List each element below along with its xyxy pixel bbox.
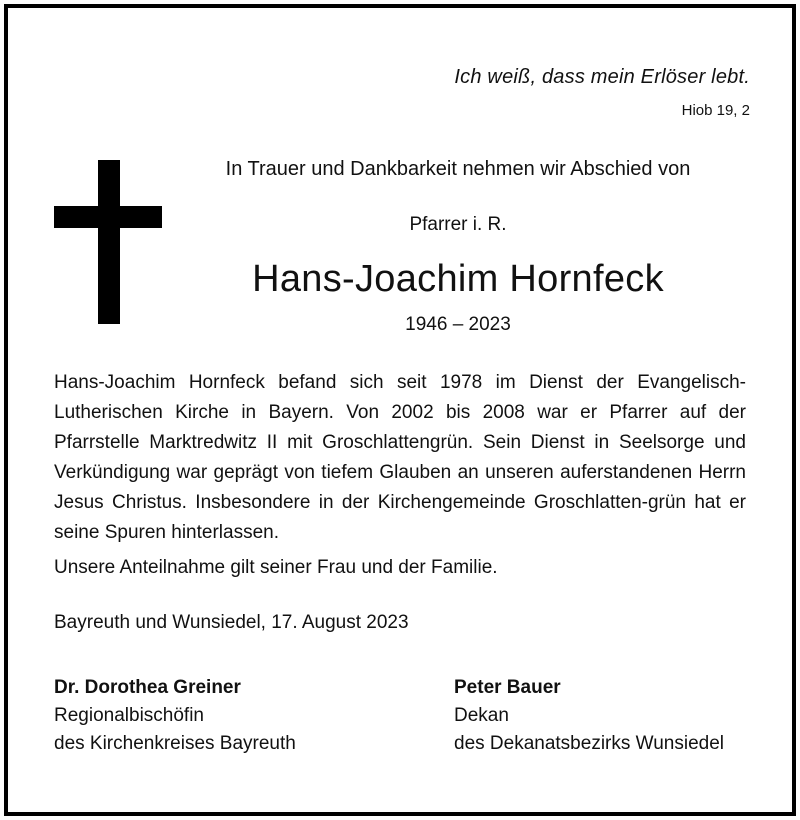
- signatory-left: [54, 674, 296, 758]
- signatory-office: des Dekanatsbezirks Wunsiedel: [454, 733, 725, 754]
- signatory-office: des Kirchenkreises Bayreuth: [54, 733, 296, 754]
- bible-reference: Hiob 19, 2: [681, 102, 750, 119]
- signatory-role: Regionalbischöfin: [54, 705, 204, 726]
- life-years: 1946 – 2023: [405, 314, 511, 335]
- signatory-right: [454, 674, 724, 758]
- signatory-name: Dr. Dorothea Greiner: [54, 677, 241, 698]
- biography-paragraph: Hans-Joachim Hornfeck befand sich seit 1978 im Dienst der Evangelisch-Lutherischen Kirche in Bayern. Von 2002 bis 2008 war er Pfarrer auf der Pfarrstelle Marktredwitz II mit Groschlattengrün. Sein Dienst in Seelsorge und Verkündigung war geprägt von tiefem Glauben an unseren auferstandenen Herrn Jesus Christus. Insbesondere in der Kirchengemeinde Groschlatten-grün hat er seine Spuren hinterlassen.: [54, 372, 746, 543]
- deceased-title: Pfarrer i. R.: [409, 214, 507, 235]
- intro-line: In Trauer und Dankbarkeit nehmen wir Abschied von: [225, 158, 691, 180]
- deceased-name: Hans-Joachim Hornfeck: [252, 258, 664, 300]
- signatory-name: Peter Bauer: [454, 677, 561, 698]
- signatory-role: Dekan: [454, 705, 509, 726]
- sympathy-line: Unsere Anteilnahme gilt seiner Frau und der Familie.: [54, 557, 498, 578]
- place-date: Bayreuth und Wunsiedel, 17. August 2023: [54, 612, 409, 633]
- bible-quote: Ich weiß, dass mein Erlöser lebt.: [454, 66, 750, 88]
